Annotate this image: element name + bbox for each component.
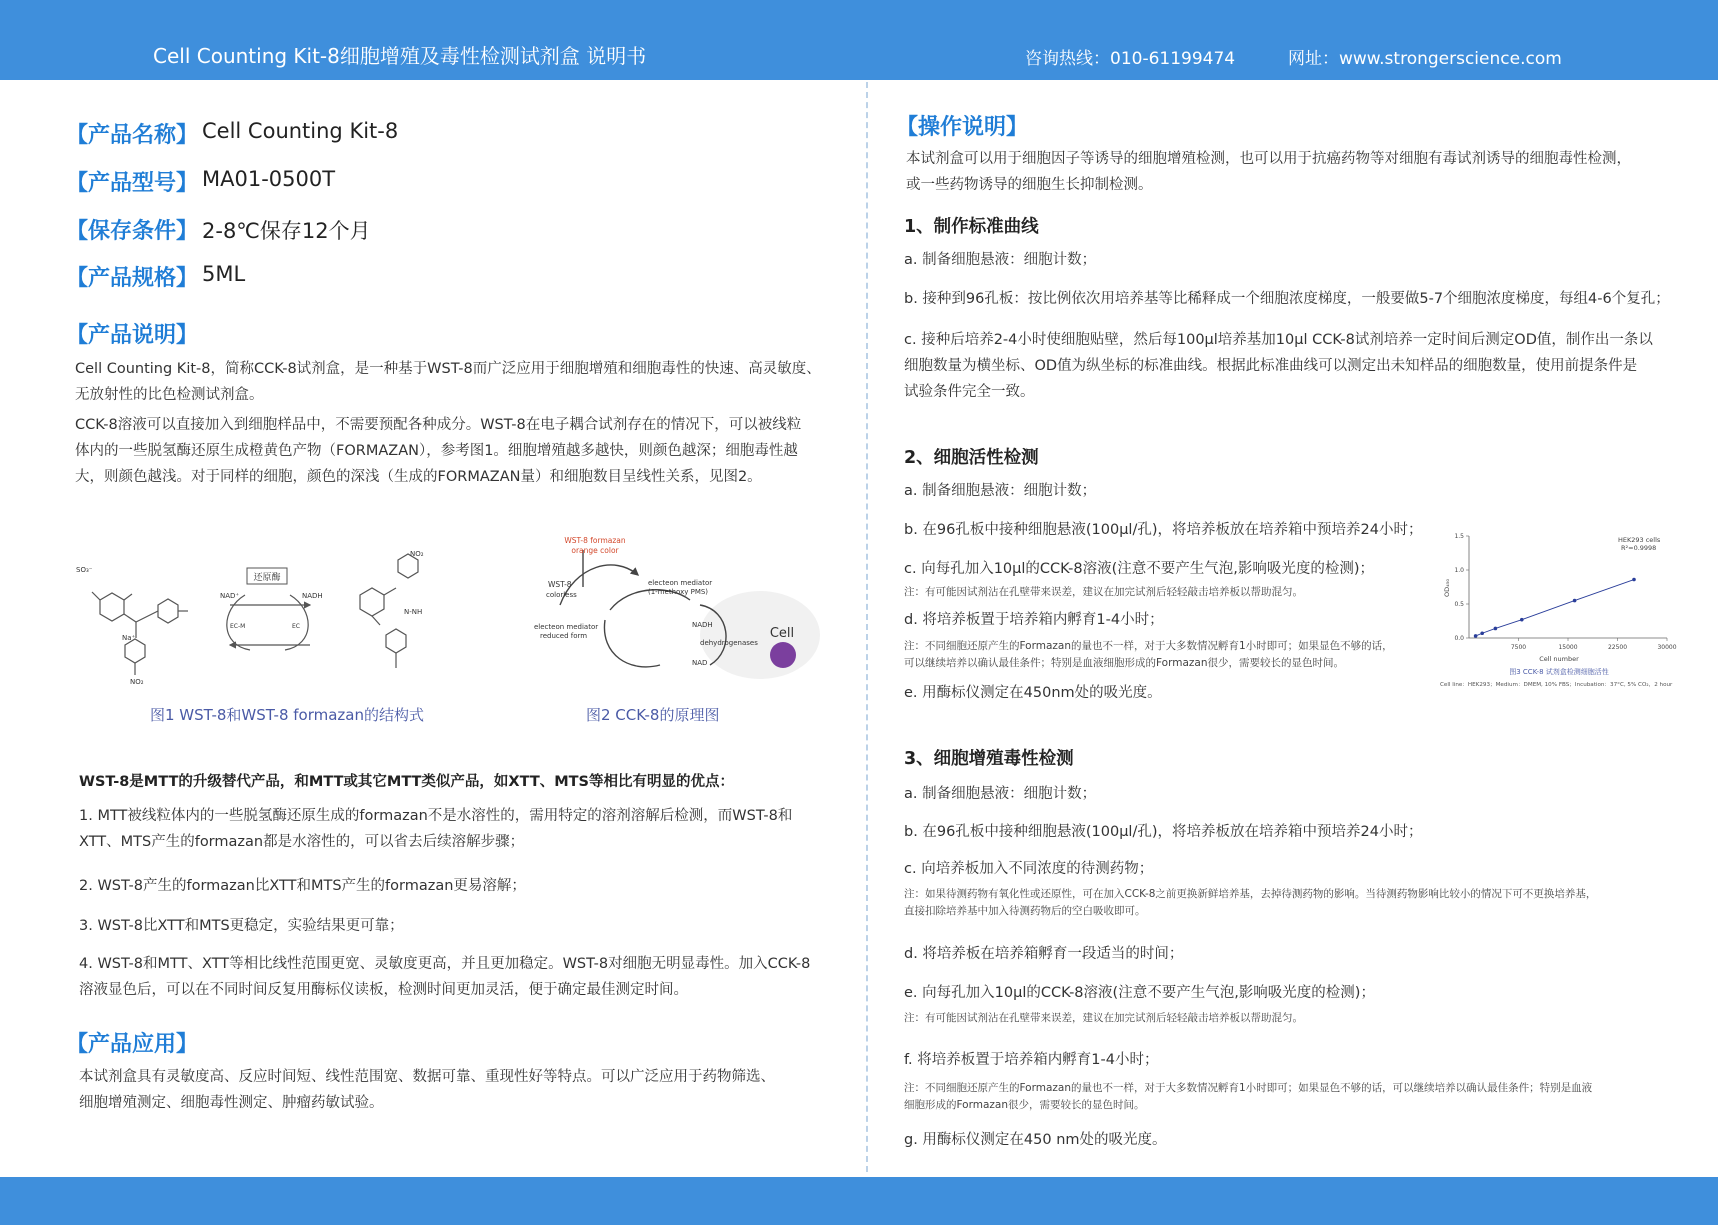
website: 网址：www.strongerscience.com [1288, 49, 1562, 69]
text-line: 注：如果待测药物有氧化性或还原性，可在加入CCK-8之前更换新鲜培养基，去掉待测药物的影响。当待测药物影响比较小的情况下可不更换培养基， [904, 888, 1597, 900]
s2-note-d [904, 638, 1393, 672]
text-line: 细胞形成的Formazan很少，需要较长的显色时间。 [904, 1099, 1145, 1111]
description-p1 [75, 356, 821, 408]
s3-step-f: f. 将培养板置于培养箱内孵育1-4小时； [904, 1052, 1159, 1068]
s1-step-c [904, 327, 1653, 405]
series-line [1476, 580, 1634, 636]
header-bar [0, 0, 1718, 80]
x-tick-label: 7500 [1510, 644, 1527, 651]
x-tick-label: 22500 [1607, 644, 1628, 651]
hotline: 咨询热线：010-61199474 [1025, 49, 1236, 69]
text-line: 本试剂盒可以用于细胞因子等诱导的细胞增殖检测，也可以用于抗癌药物等对细胞有毒试剂诱导的细胞毒性检测， [906, 151, 1631, 167]
application-title: 【产品应用】 [66, 1032, 199, 1057]
y-tick-label: 1.5 [1454, 533, 1464, 540]
storage-key: 【保存条件】 [66, 219, 199, 244]
data-point [1520, 618, 1524, 622]
operation-intro [906, 146, 1631, 198]
description-title: 【产品说明】 [66, 323, 199, 348]
section-2-title: 2、细胞活性检测 [904, 448, 1039, 468]
text-line: 溶液显色后，可以在不同时间反复用酶标仪读板，检测时间更加灵活，便于确定最佳测定时间。 [79, 982, 688, 998]
text-line: 体内的一些脱氢酶还原生成橙黄色产物（FORMAZAN），参考图1。细胞增殖越多越快，则颜色越深；细胞毒性越 [75, 443, 798, 459]
spec-key: 【产品规格】 [66, 266, 199, 291]
s3-note-c [904, 886, 1596, 920]
text-line: 或一些药物诱导的细胞生长抑制检测。 [906, 177, 1153, 193]
advantages-lead: WST-8是MTT的升级替代产品，和MTT或其它MTT类似产品，如XTT、MTS等相比有明显的优点： [79, 774, 734, 790]
text-line: 4. WST-8和MTT、XTT等相比线性范围更宽、灵敏度更高，并且更加稳定。WST-8对细胞无明显毒性。加入CCK-8 [79, 956, 811, 972]
s3-note-f [904, 1080, 1592, 1114]
text-line: 1. MTT被线粒体内的一些脱氢酶还原生成的formazan不是水溶性的，需用特定的溶剂溶解后检测，而WST-8和 [79, 808, 793, 824]
chart-footnote: Cell line：HEK293；Medium：DMEM, 10% FBS；Incubation：37°C, 5% CO₂，2 hour [1440, 682, 1673, 688]
na-label: Na⁺ [122, 634, 136, 642]
s2-step-d: d. 将培养板置于培养箱内孵育1-4小时； [904, 612, 1164, 628]
text-line: XTT、MTS产生的formazan都是水溶性的，可以省去后续溶解步骤； [79, 834, 525, 850]
data-point [1480, 631, 1484, 635]
y-tick-label: 0.0 [1454, 635, 1464, 642]
text-line: 无放射性的比色检测试剂盒。 [75, 387, 264, 403]
operation-title: 【操作说明】 [896, 115, 1029, 140]
no2-label: NO₂ [410, 550, 424, 558]
ecm-label: EC-M [230, 623, 246, 630]
formazan-label: WST-8 formazan [564, 536, 626, 545]
column-divider [866, 82, 868, 1172]
text-line: c. 接种后培养2-4小时使细胞贴壁，然后每100μl培养基加10μl CCK-8试剂培养一定时间后测定OD值，制作出一条以 [904, 332, 1653, 348]
y-tick-label: 1.0 [1454, 567, 1464, 574]
figure-1-caption: 图1 WST-8和WST-8 formazan的结构式 [150, 706, 425, 724]
product-model-value: MA01-0500T [202, 167, 336, 191]
s2-step-a: a. 制备细胞悬液：细胞计数； [904, 483, 1097, 499]
text-line: 可以继续培养以确认最佳条件；特别是血液细胞形成的Formazan很少，需要较长的显色时间。 [904, 657, 1344, 669]
standard-curve-chart [1435, 528, 1705, 688]
description-p2 [75, 412, 801, 490]
figure-2-caption: 图2 CCK-8的原理图 [586, 706, 720, 724]
data-point [1494, 627, 1498, 631]
text-line: 直接扣除培养基中加入待测药物后的空白吸收即可。 [904, 905, 1146, 917]
text-line: 注：不同细胞还原产生的Formazan的量也不一样，对于大多数情况孵育1小时即可；如果显色不够的话，可以继续培养以确认最佳条件；特别是血液 [904, 1082, 1593, 1094]
y-tick-label: 0.5 [1454, 601, 1464, 608]
cell-label: Cell [769, 626, 795, 641]
advantage-4 [79, 951, 810, 1003]
legend-r2: R²=0.9998 [1621, 544, 1657, 552]
s1-step-a: a. 制备细胞悬液：细胞计数； [904, 252, 1097, 268]
storage-value: 2-8℃保存12个月 [202, 219, 371, 243]
orange-label: orange color [571, 546, 619, 555]
text-line: 大，则颜色越浅。对于同样的细胞，颜色的深浅（生成的FORMAZAN量）和细胞数目呈线性关系，见图2。 [75, 469, 762, 485]
application-text [79, 1064, 775, 1116]
s3-step-d: d. 将培养板在培养箱孵育一段适当的时间； [904, 946, 1184, 962]
text-line: CCK-8溶液可以直接加入到细胞样品中，不需要预配各种成分。WST-8在电子耦合试剂存在的情况下，可以被线粒 [75, 417, 802, 433]
no2-label: NO₂ [130, 678, 144, 686]
advantage-3: 3. WST-8比XTT和MTS更稳定，实验结果更可靠； [79, 918, 404, 934]
ec-label: EC [292, 623, 300, 630]
legend-series: HEK293 cells [1618, 536, 1661, 544]
s1-step-b: b. 接种到96孔板：按比例依次用培养基等比稀释成一个细胞浓度梯度，一般要做5-7个细胞浓度梯度，每组4-6个复孔； [904, 291, 1670, 307]
s2-note-c: 注：有可能因试剂沾在孔壁带来误差，建议在加完试剂后轻轻敲击培养板以帮助混匀。 [904, 586, 1303, 598]
data-point [1573, 599, 1577, 603]
dehydrogenases-label: dehydrogenases [700, 639, 758, 647]
pms-label: (1-methoxy PMS) [648, 588, 709, 596]
reduced-mediator-label: electeon mediator [534, 623, 599, 631]
text-line: Cell Counting Kit-8，简称CCK-8试剂盒，是一种基于WST-8而广泛应用于细胞增殖和细胞毒性的快速、高灵敏度、 [75, 361, 821, 377]
x-tick-label: 30000 [1657, 644, 1677, 651]
x-tick-label: 15000 [1558, 644, 1578, 651]
enzyme-label: 还原酶 [253, 573, 281, 583]
nh-label: N-NH [404, 608, 423, 616]
figure-1-structure [70, 550, 470, 690]
colorless-label: colorless [546, 591, 577, 599]
s3-step-g: g. 用酶标仪测定在450 nm处的吸光度。 [904, 1132, 1167, 1148]
text-line: 细胞增殖测定、细胞毒性测定、肿瘤药敏试验。 [79, 1095, 384, 1111]
advantage-2: 2. WST-8产生的formazan比XTT和MTS产生的formazan更易溶解； [79, 878, 526, 894]
text-line: 细胞数量为横坐标、OD值为纵坐标的标准曲线。根据此标准曲线可以测定出未知样品的细胞数量，使用前提条件是 [904, 358, 1638, 374]
document-title: Cell Counting Kit-8细胞增殖及毒性检测试剂盒 说明书 [153, 44, 647, 68]
s2-step-e: e. 用酶标仪测定在450nm处的吸光度。 [904, 685, 1162, 701]
product-name-value: Cell Counting Kit-8 [202, 119, 399, 143]
chart-xlabel: Cell number [1539, 655, 1579, 663]
s3-step-b: b. 在96孔板中接种细胞悬液(100μl/孔)，将培养板放在培养箱中预培养24小时； [904, 824, 1423, 840]
mediator-label: electeon mediator [648, 579, 713, 587]
wst8-label: WST-8 [548, 580, 572, 589]
nad-label: NAD⁺ [220, 592, 240, 600]
product-name-key: 【产品名称】 [66, 123, 199, 148]
advantage-1 [79, 803, 792, 855]
section-1-title: 1、制作标准曲线 [904, 217, 1039, 237]
text-line: 本试剂盒具有灵敏度高、反应时间短、线性范围宽、数据可靠、重现性好等特点。可以广泛应用于药物筛选、 [79, 1069, 775, 1085]
spec-value: 5ML [202, 262, 246, 286]
chart-title: 图3 CCK-8 试剂盒检测细胞活性 [1509, 668, 1609, 676]
data-point [1474, 634, 1478, 638]
s2-step-b: b. 在96孔板中接种细胞悬液(100μl/孔)，将培养板放在培养箱中预培养24小时； [904, 522, 1423, 538]
s3-step-e: e. 向每孔加入10μl的CCK-8溶液(注意不要产生气泡,影响吸光度的检测)； [904, 985, 1375, 1001]
chart-ylabel: OD₄₅₀ [1443, 579, 1451, 597]
s2-step-c: c. 向每孔加入10μl的CCK-8溶液(注意不要产生气泡,影响吸光度的检测)； [904, 561, 1375, 577]
so3-label: SO₃⁻ [76, 566, 93, 574]
product-model-key: 【产品型号】 [66, 171, 199, 196]
figure-2-principle [520, 535, 820, 695]
nadh-label: NADH [302, 592, 323, 600]
s3-step-a: a. 制备细胞悬液：细胞计数； [904, 786, 1097, 802]
text-line: 试验条件完全一致。 [904, 384, 1035, 400]
s3-step-c: c. 向培养板加入不同浓度的待测药物； [904, 861, 1154, 877]
reduced-form-label: reduced form [540, 632, 588, 640]
nad-label: NAD [692, 659, 708, 667]
section-3-title: 3、细胞增殖毒性检测 [904, 749, 1074, 769]
footer-bar [0, 1177, 1718, 1225]
nadh-label: NADH [692, 621, 713, 629]
text-line: 注：不同细胞还原产生的Formazan的量也不一样，对于大多数情况孵育1小时即可；如果显色不够的话， [904, 640, 1393, 652]
s3-note-e: 注：有可能因试剂沾在孔壁带来误差，建议在加完试剂后轻轻敲击培养板以帮助混匀。 [904, 1012, 1303, 1024]
data-point [1632, 578, 1636, 582]
cell-dot [770, 642, 796, 668]
